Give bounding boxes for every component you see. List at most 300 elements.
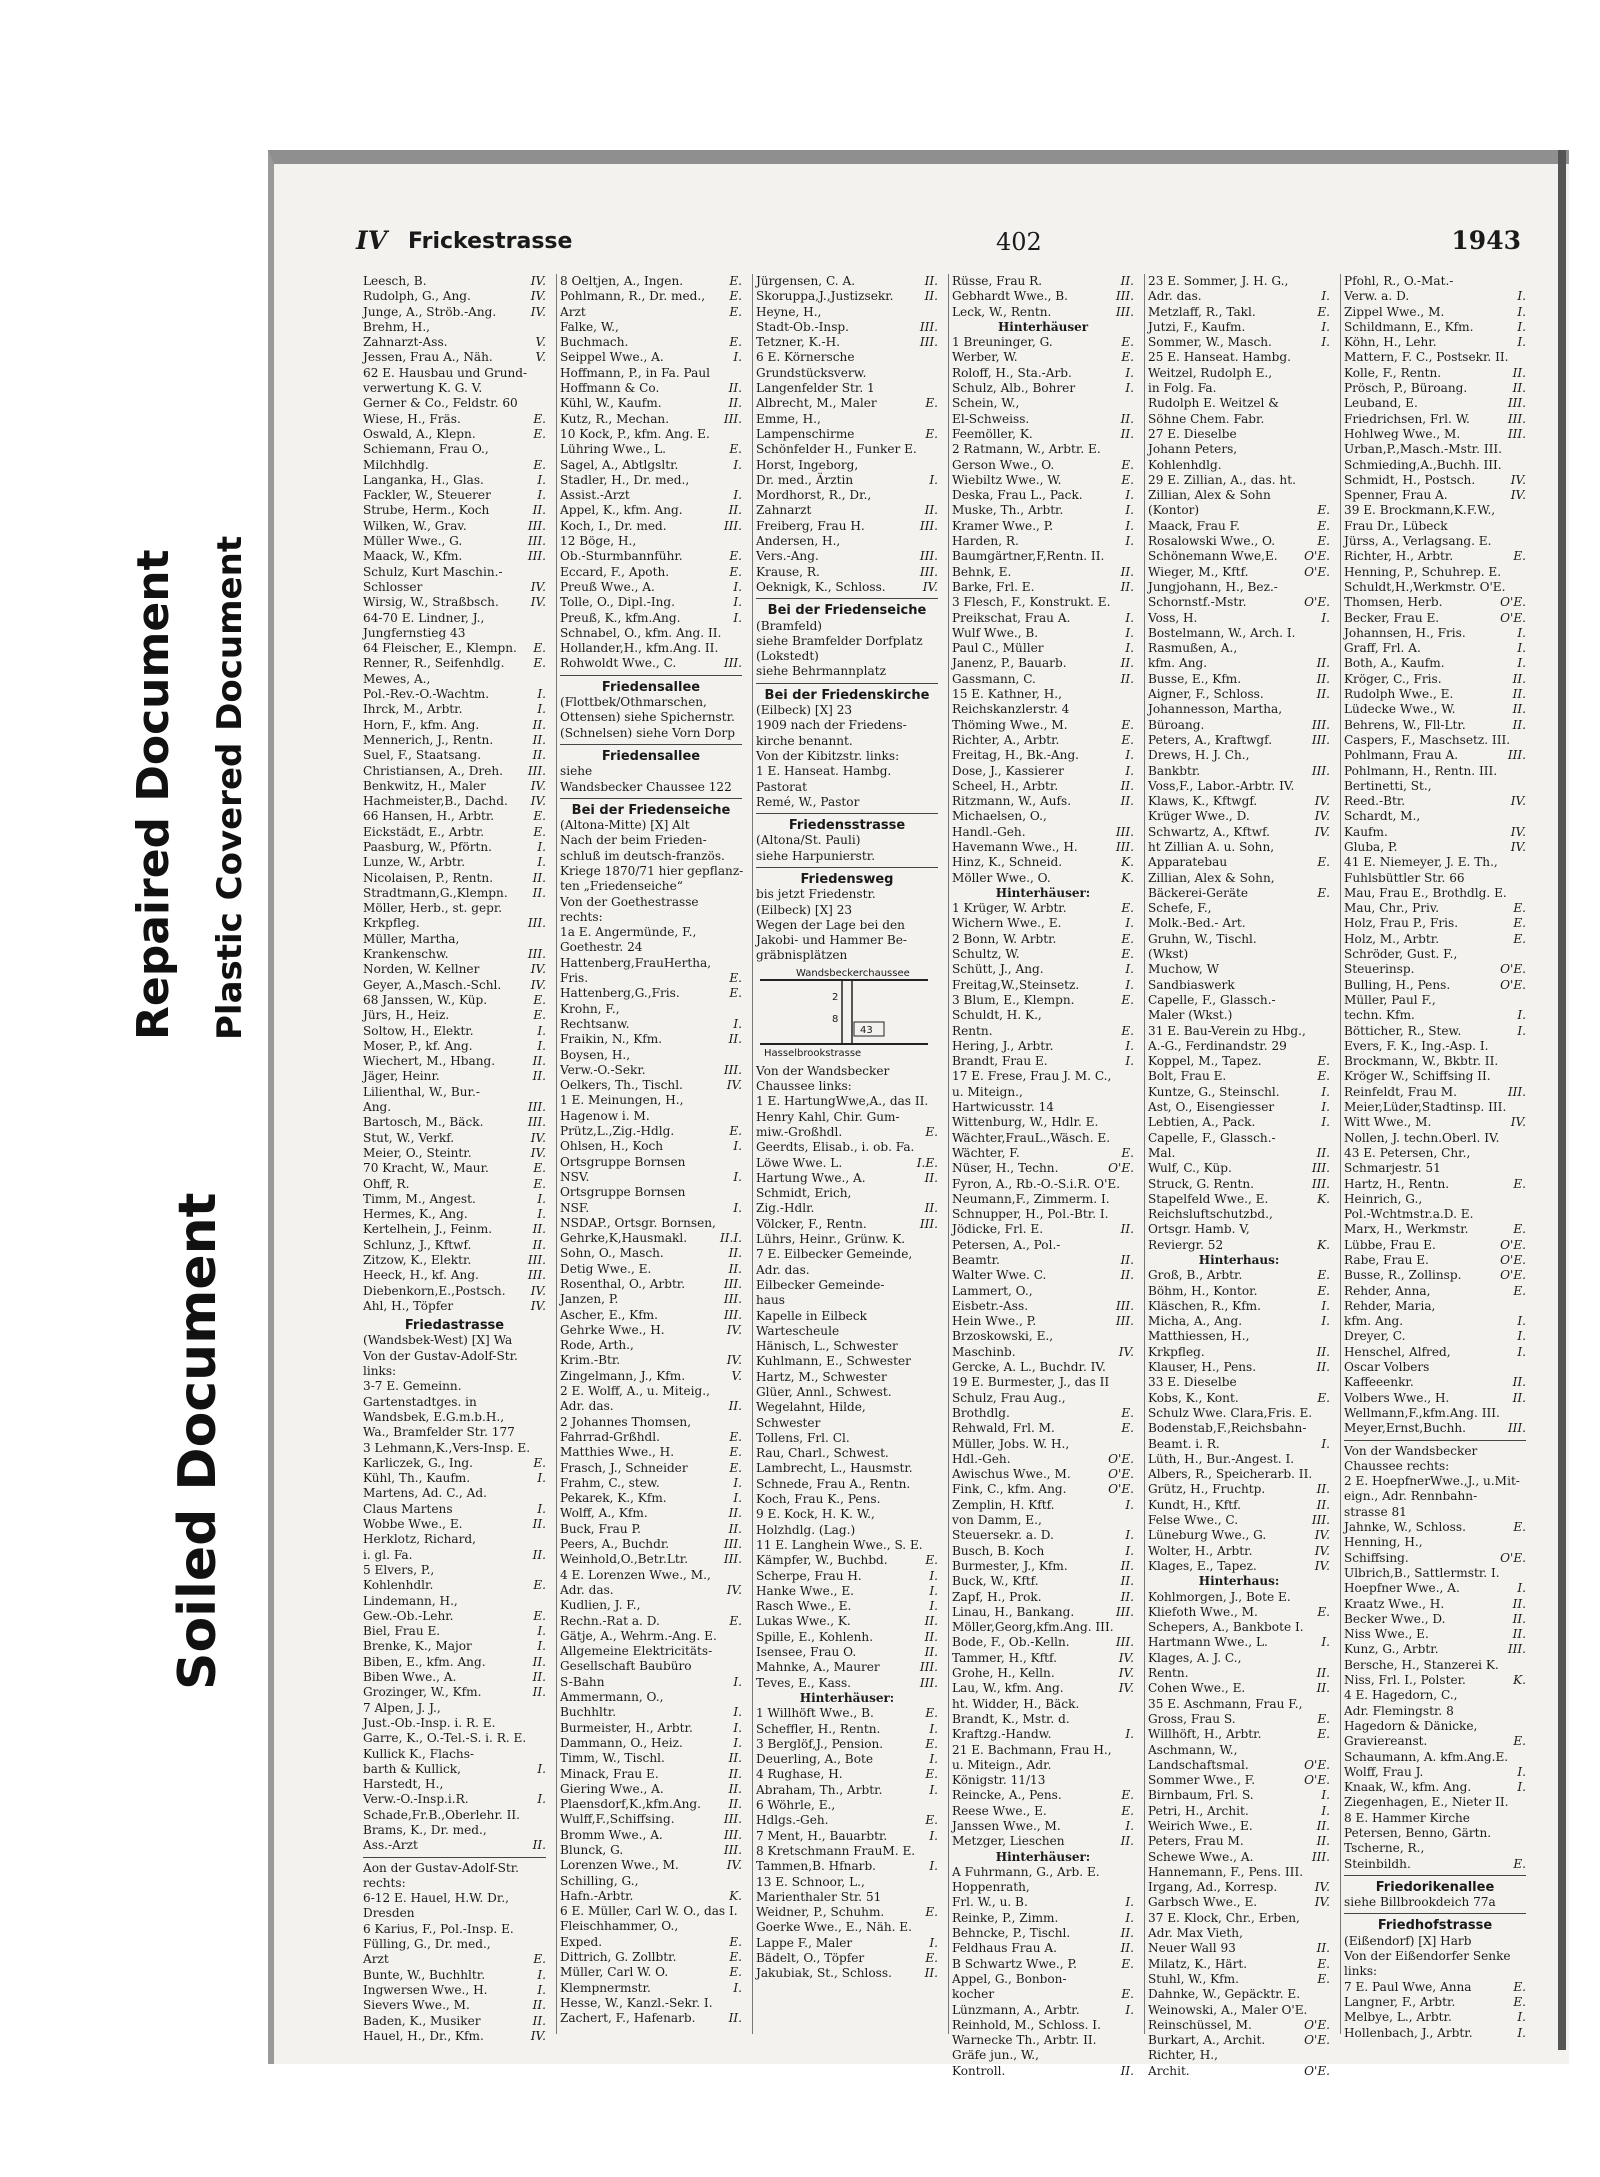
resident-entry: II. Giering Wwe., A. [560,1781,742,1796]
resident-entry: I. Micha, A., Ang. [1148,1314,1330,1329]
resident-entry: 3-7 E. Gemeinn. [363,1379,462,1394]
resident-entry: E. Milatz, K., Härt. [1148,1956,1330,1971]
floor-marker: III. [1507,1084,1526,1099]
floor-marker: E. [1513,1734,1526,1749]
resident-entry: K. Hafn.-Arbtr. [560,1888,742,1903]
resident-entry: II. Baden, K., Musiker [363,2013,546,2028]
floor-marker: II. [1120,671,1134,686]
street-heading: Friedhofstrasse [1377,1918,1493,1934]
resident-entry: Andersen, H., [756,534,841,549]
floor-marker: IV. [1118,1666,1134,1681]
resident-entry: Koch, Frau K., Pens. [756,1492,881,1507]
resident-entry: Goethestr. 24 [560,940,643,955]
resident-entry: I. Kühl, Th., Kaufm. [363,1471,546,1486]
resident-entry: Von der Kibitzstr. links: [756,748,900,763]
sketch-number-label: 8 [832,1013,839,1025]
floor-marker: I. [1125,1054,1134,1069]
floor-marker: I. [1517,1344,1526,1359]
resident-entry: I. Both, A., Kaufm. [1344,656,1526,671]
floor-marker: O'E. [1500,1550,1526,1565]
resident-entry: II. Feemöller, K. [952,426,1134,441]
resident-entry: E. Hdlgs.-Geh. [756,1813,938,1828]
floor-marker: E. [1317,885,1330,900]
resident-entry: E. Werber, W. [952,350,1134,365]
resident-entry: III. Wilken, W., Grav. [363,518,546,533]
resident-entry: E. Gross, Frau S. [1148,1711,1330,1726]
resident-entry: I. Hartmann Wwe., L. [1148,1635,1330,1650]
resident-entry: I. Busch, B. Koch [952,1543,1134,1558]
resident-entry: V. Zahnarzt-Ass. [363,335,546,350]
resident-entry: E. Bäckerei-Geräte [1148,885,1330,900]
resident-entry: I. Hering, J., Arbtr. [952,1038,1134,1053]
resident-entry: Meier,Lüder,Stadtinsp. III. [1344,1100,1507,1115]
resident-entry: Boysen, H., [560,1047,631,1062]
resident-entry: (Wkst) [1148,947,1189,962]
soiled-document-stamp: Soiled Document [168,1192,228,1690]
resident-entry: 11 E. Langhein Wwe., S. E. [756,1537,923,1552]
floor-marker: I. [929,1859,938,1874]
floor-marker: E. [729,1445,742,1460]
resident-entry: (Altona-Mitte) [X] Alt [560,818,690,833]
resident-entry: I. Rasch Wwe., E. [756,1599,938,1614]
resident-entry: I. Graff, Frl. A. [1344,641,1526,656]
floor-marker: I. [537,1761,546,1776]
resident-entry: (Schnelsen) siehe Vorn Dorp [560,725,735,740]
floor-marker: III. [723,1537,742,1552]
resident-entry: siehe Harpunierstr. [756,848,876,863]
resident-entry: I. Klempnermstr. [560,1980,742,1995]
resident-entry: 39 E. Brockmann,K.F.W., [1344,503,1496,518]
resident-entry: E. Rentn. [952,1023,1134,1038]
resident-entry: Kohlenhdlg. [1148,457,1222,472]
resident-entry: I. Schulz, Alb., Bohrer [952,381,1134,396]
resident-entry: I. Löwe Wwe. L. [756,1155,926,1170]
resident-entry: III. Maack, W., Kfm. [363,549,546,564]
resident-entry: E. Ohff, R. [363,1176,546,1191]
floor-marker: I. [537,855,546,870]
floor-marker: E. [1121,335,1134,350]
resident-entry: Appel, G., Bonbon- [952,1971,1067,1986]
floor-marker: IV. [530,1130,546,1145]
floor-marker: IV. [1314,809,1330,824]
resident-entry: III. Hein Wwe., P. [952,1314,1134,1329]
subsection-heading: Hinterhaus: [1198,1253,1280,1267]
resident-entry: I. Schütt, J., Ang. [952,962,1134,977]
resident-entry: Bersche, H., Stanzerei K. [1344,1657,1499,1672]
resident-entry: A Fuhrmann, G., Arb. E. [952,1864,1100,1879]
floor-marker: E. [1121,1987,1134,2002]
resident-entry: Schnede, Frau A., Rentn. [756,1476,911,1491]
resident-entry: Schmarjestr. 51 [1344,1161,1441,1176]
resident-entry: I. Abraham, Th., Arbtr. [756,1782,938,1797]
floor-marker: I. [1321,1436,1330,1451]
floor-marker: I. [733,579,742,594]
floor-marker: E. [533,1176,546,1191]
resident-entry: I. Brenke, K., Major [363,1639,546,1654]
resident-entry: II. Cohen Wwe., E. [1148,1681,1330,1696]
floor-marker: I. [1125,381,1134,396]
resident-entry: Rasmußen, A., [1148,641,1238,656]
resident-entry: IV. Ahl, H., Töpfer [363,1298,546,1313]
resident-entry: Kohlmorgen, J., Bote E. [1148,1589,1291,1604]
resident-entry: IV. Schmidt, H., Postsch. [1344,472,1526,487]
floor-marker: E. [533,656,546,671]
resident-entry: III. Handl.-Geh. [952,824,1134,839]
resident-entry: II. Volbers Wwe., H. [1344,1390,1526,1405]
floor-marker: I. [1125,1528,1134,1543]
resident-entry: II. Metzger, Lieschen [952,1834,1134,1849]
resident-entry: V. Jessen, Frau A., Näh. [363,350,546,365]
resident-entry: I. Scherpe, Frau H. [756,1568,938,1583]
resident-entry: I. Assist.-Arzt [560,488,742,503]
resident-entry: II. Grozinger, W., Kfm. [363,1685,546,1700]
section-divider [756,813,938,814]
floor-marker: I. [733,1139,742,1154]
resident-entry: IV. Stut, W., Verkf. [363,1130,546,1145]
resident-entry: IV. Junge, A., Ströb.-Ang. [363,304,546,319]
resident-entry: I. Ohlsen, H., Koch [560,1139,742,1154]
column-1 [360,274,546,2043]
floor-marker: E. [1121,350,1134,365]
resident-entry: Schefe, F., [1148,901,1212,916]
resident-entry: I. Roloff, H., Sta.-Arb. [952,365,1134,380]
resident-entry: IV. Oeknigk, K., Schloss. [756,579,938,594]
floor-marker: I. [1125,748,1134,763]
resident-entry: II. Behrens, W., Fll-Ltr. [1344,717,1526,732]
resident-entry: Bertinetti, St., [1344,778,1432,793]
resident-entry: Mau, Frau E., Brothdlg. E. [1344,885,1507,900]
resident-entry: II. Stradtmann,G.,Klempn. [363,885,546,900]
floor-marker: I. [929,1782,938,1797]
resident-entry: I. Köhn, H., Lehr. [1344,335,1526,350]
resident-entry: 64-70 E. Lindner, J., [363,610,485,625]
resident-entry: III. Felse Wwe., C. [1148,1513,1330,1528]
floor-marker: I. [1517,1314,1526,1329]
floor-marker: III. [527,534,546,549]
resident-entry: IV. Wirsig, W., Straßbsch. [363,595,546,610]
resident-entry: Gesellschaft Baubüro [560,1659,692,1674]
floor-marker: II. [1512,1375,1526,1390]
floor-marker: I. [1517,641,1526,656]
resident-entry: Pol.-Wchtmstr.a.D. E. [1344,1207,1474,1222]
floor-marker: II. [532,1069,546,1084]
resident-entry: Gercke, A. L., Buchdr. IV. [952,1360,1106,1375]
resident-entry: I. Zippel Wwe., M. [1344,304,1526,319]
floor-marker: III. [919,1216,938,1231]
resident-entry: K. Möller Wwe., O. [952,870,1134,885]
column-6 [1340,274,1526,2040]
floor-marker: IV. [530,1298,546,1313]
floor-marker: II. [719,1231,734,1246]
resident-entry: Warnecke Th., Arbtr. II. [952,2033,1097,2048]
floor-marker: II. [728,1246,742,1261]
resident-entry: Jungjohann, H., Bez.- [1148,579,1278,594]
floor-marker: E. [1317,304,1330,319]
resident-entry: E. Exped. [560,1934,742,1949]
floor-marker: I. [1125,641,1134,656]
resident-entry: II. Minack, Frau E. [560,1766,742,1781]
resident-entry: I. Sommer, W., Masch. [1148,335,1330,350]
resident-entry: O'E. Schiffsing. [1344,1550,1526,1565]
resident-entry: E. 4 Rughase, H. [756,1767,938,1782]
floor-marker: I. [537,1624,546,1639]
resident-entry: I. Jutzi, F., Kaufm. [1148,319,1330,334]
resident-entry: I. Claus Martens [363,1501,546,1516]
floor-marker: E. [1121,732,1134,747]
floor-marker: I. [1125,503,1134,518]
resident-entry: II. Lukas Wwe., K. [756,1614,938,1629]
floor-marker: II. [1120,579,1134,594]
subsection-heading: Hinterhäuser: [799,1690,895,1705]
floor-marker: IV. [1314,1528,1330,1543]
floor-marker: E. [533,411,546,426]
resident-entry: Johannesson, Martha, [1148,702,1283,717]
resident-entry: III. Peters, A., Kraftwgf. [1148,732,1330,747]
resident-entry: Stadler, H., Dr. med., [560,472,690,487]
resident-entry: II. Mennerich, J., Rentn. [363,732,546,747]
resident-entry: E. Maack, Frau F. [1148,518,1330,533]
resident-entry: Aschmann, W., [1148,1742,1238,1757]
floor-marker: IV. [726,1322,742,1337]
floor-marker: E. [729,335,742,350]
resident-entry: Mewes, A., [363,671,431,686]
resident-entry: Hoffmann, P., in Fa. Paul [560,365,711,380]
resident-entry: (Wandsbek-West) [X] Wa [363,1333,513,1348]
resident-entry: IV. Klaws, K., Kftwgf. [1148,794,1330,809]
floor-marker: IV. [1510,824,1526,839]
resident-entry: Müller, Paul F., [1344,992,1436,1007]
floor-marker: I. [929,1721,938,1736]
resident-entry: II. Ass.-Arzt [363,1838,546,1853]
floor-marker: I. [733,1200,742,1215]
resident-entry: E. Weidner, P., Schuhm. [756,1905,938,1920]
floor-marker: E. [1317,1390,1330,1405]
resident-entry: E. Koppel, M., Tapez. [1148,1054,1330,1069]
resident-entry: Hollander,H., kfm.Ang. II. [560,641,719,656]
resident-entry: III. Vers.-Ang. [756,549,938,564]
resident-entry: Reichsluftschutzbd., [1148,1207,1273,1222]
resident-entry: Brehm, H., [363,319,431,334]
resident-entry: II. Fraikin, N., Kfm. [560,1032,742,1047]
resident-entry: II. Wolff, A., Kfm. [560,1506,742,1521]
resident-entry: 19 E. Burmester, J., das II [952,1375,1110,1390]
floor-marker: O'E. [1304,1773,1330,1788]
floor-marker: I. [1125,916,1134,931]
resident-entry: E. 66 Hansen, H., Arbtr. [363,809,546,824]
resident-entry: Tscherne, R., [1344,1841,1425,1856]
resident-entry: Klages, A. J. C., [1148,1650,1242,1665]
floor-marker: K. [1513,1673,1526,1688]
resident-entry: Nach der beim Frieden- [560,833,707,848]
resident-entry: E. (Kontor) [1148,503,1330,518]
floor-marker: I. [1321,1314,1330,1329]
floor-marker: I. [537,1038,546,1053]
floor-marker: E. [925,1124,938,1139]
floor-marker: E. [925,1736,938,1751]
resident-entry: II. Niss Wwe., E. [1344,1627,1526,1642]
resident-entry: rechts: [363,1875,406,1890]
street-title: Frickestrasse [408,229,573,254]
floor-marker: II. [1316,656,1330,671]
resident-entry: Schulz Wwe. Clara,Fris. E. [1148,1405,1313,1420]
floor-marker: V. [535,350,546,365]
floor-marker: E. [1317,518,1330,533]
floor-marker: I. [537,1501,546,1516]
floor-marker: O'E. [1304,549,1330,564]
floor-marker: II. [924,274,938,288]
resident-entry: IV. Krüger Wwe., D. [1148,809,1330,824]
floor-marker: I. [1517,335,1526,350]
floor-marker: II. [1512,717,1526,732]
floor-marker: II. [1120,1834,1134,1849]
resident-entry: Weitzel, Rudolph E., [1148,365,1273,380]
resident-entry: I. Johannsen, H., Fris. [1344,625,1526,640]
resident-entry: O'E. Bulling, H., Pens. [1344,977,1526,992]
resident-entry: E. Stuhl, W., Kfm. [1148,1971,1330,1986]
resident-entry: Schröder, Gust. F., [1344,947,1458,962]
resident-entry: Michaelsen, O., [952,809,1047,824]
resident-entry: Zillian, Alex & Sohn, [1148,870,1275,885]
resident-entry: II. Kertelhein, J., Feinm. [363,1222,546,1237]
resident-entry: IV. Lau, W., kfm. Ang. [952,1681,1134,1696]
floor-marker: II. [1316,1360,1330,1375]
floor-marker: II. [1120,411,1134,426]
resident-entry: IV. Grohe, H., Kelln. [952,1666,1134,1681]
floor-marker: E. [1513,1520,1526,1535]
floor-marker: E. [729,971,742,986]
resident-entry: III. Christiansen, A., Dreh. [363,763,546,778]
resident-entry: Brzoskowski, E., [952,1329,1054,1344]
resident-entry: I. 7 Ment, H., Bauarbtr. [756,1828,938,1843]
floor-marker: I. [1517,625,1526,640]
resident-entry: rechts: [560,909,603,924]
resident-entry: Möller,Georg,kfm.Ang. III. [952,1620,1114,1635]
floor-marker: I. [1125,763,1134,778]
floor-marker: III. [527,1100,546,1115]
resident-entry: Schuldt,H.,Werkmstr. O'E. [1344,579,1506,594]
floor-marker: II. [1316,1834,1330,1849]
resident-entry: 6 Wöhrle, E., [756,1798,836,1813]
resident-entry: II. Klauser, H., Pens. [1148,1360,1330,1375]
floor-marker: IV. [1510,488,1526,503]
floor-marker: I. [929,1935,938,1950]
resident-entry: II. Peters, Frau M. [1148,1834,1330,1849]
directory-page [268,150,1569,2078]
resident-entry: E. Graviereanst. [1344,1734,1526,1749]
floor-marker: III. [1115,1298,1134,1313]
resident-entry: I. Kraftzg.-Handw. [952,1727,1134,1742]
floor-marker: III. [1507,748,1526,763]
floor-marker: III. [1507,396,1526,411]
page-header [356,226,1549,260]
resident-entry: I. Ihrck, M., Arbtr. [363,702,546,717]
resident-entry: Eilbecker Gemeinde- [756,1277,885,1292]
resident-entry: V. Zingelmann, J., Kfm. [560,1368,742,1383]
floor-marker: O'E. [1108,1161,1134,1176]
floor-marker: II. [728,1506,742,1521]
resident-entry: II. Lüdecke Wwe., W. [1344,702,1526,717]
floor-marker: II. [532,1998,546,2013]
resident-entry: I. Frl. W., u. B. [952,1895,1134,1910]
resident-entry: II. Prösch, P., Büroang. [1344,381,1526,396]
resident-entry: II. Suel, F., Staatsang. [363,748,546,763]
floor-marker: E. [1121,992,1134,1007]
floor-marker: I. [1321,335,1330,350]
resident-entry: II. Kontroll. [952,2063,1134,2078]
floor-marker: E. [1513,1176,1526,1191]
floor-marker: E. [729,1965,742,1980]
floor-marker: E. [925,1950,938,1965]
resident-entry: E. 68 Janssen, W., Küp. [363,992,546,1007]
floor-marker: E. [533,1008,546,1023]
resident-entry: IV. Irgang, Ad., Korresp. [1148,1880,1330,1895]
resident-entry: II. Weirich Wwe., E. [1148,1818,1330,1833]
resident-entry: Lambrecht, L., Hausmstr. [756,1461,913,1476]
resident-entry: IV. Kaufm. [1344,824,1526,839]
resident-entry: II. Mal. [1148,1145,1330,1160]
floor-marker: E. [533,1952,546,1967]
resident-entry: I. Freitag, H., Bk.-Ang. [952,748,1134,763]
resident-entry: ht. Widder, H., Bäck. [952,1696,1080,1711]
floor-marker: E. [925,1553,938,1568]
resident-entry: Wellmann,F.,kfm.Ang. III. [1344,1405,1500,1420]
floor-marker: IV. [530,778,546,793]
floor-marker: E. [1121,1145,1134,1160]
resident-entry: Drews, H. J. Ch., [1148,748,1250,763]
resident-entry: Schiemann, Frau O., [363,442,489,457]
resident-entry: 17 E. Frese, Frau J. M. C., [952,1069,1112,1084]
section-divider [560,798,742,799]
floor-marker: O'E. [1500,977,1526,992]
resident-entry: III. Blunck, G. [560,1842,742,1857]
resident-entry: III. Ang. [363,1100,546,1115]
resident-entry: IV. Schwartz, A., Kftwf. [1148,824,1330,839]
resident-entry: Hartwicusstr. 14 [952,1100,1054,1115]
street-heading: Friedensstrasse [788,818,906,834]
resident-entry: (Eilbeck) [X] 23 [756,703,853,718]
resident-entry: Capelle, F., Glassch.- [1148,992,1276,1007]
resident-entry: Hagenow i. M. [560,1108,650,1123]
floor-marker: I. [1125,610,1134,625]
floor-marker: K. [729,1888,742,1903]
floor-marker: I. [1321,1803,1330,1818]
resident-entry: Müller, Jobs. W. H., [952,1436,1070,1451]
resident-entry: Urban,P.,Masch.-Mstr. III. [1344,442,1502,457]
floor-marker: I. [733,1674,742,1689]
resident-entry: E. Kohlenhdlr. [363,1578,546,1593]
floor-marker: I. [733,1169,742,1184]
sketch-top-street-label: Wandsbeckerchaussee [796,967,910,979]
resident-entry: Tollens, Frl. Cl. [756,1430,850,1445]
floor-marker: III. [1507,411,1526,426]
resident-entry: E. Müller, Carl W. O. [560,1965,742,1980]
section-divider [756,867,938,868]
floor-marker: E. [533,426,546,441]
floor-marker: II. [1120,1941,1134,1956]
floor-marker: II. [1512,1627,1526,1642]
resident-entry: 13 E. Schnoor, L., [756,1874,865,1889]
resident-entry: E. Schultz, W. [952,947,1134,962]
resident-entry: I. Zemplin, H. Kftf. [952,1497,1134,1512]
floor-marker: III. [1115,1604,1134,1619]
resident-entry: II. Neuer Wall 93 [1148,1941,1330,1956]
resident-entry: Wandsbecker Chaussee 122 [560,779,732,794]
resident-entry: Ottensen) siehe Spichernstr. [560,710,735,725]
resident-entry: IV. Wolter, H., Arbtr. [1148,1543,1330,1558]
floor-marker: E. [1317,1971,1330,1986]
resident-entry: III. Mahnke, A., Maurer [756,1660,938,1675]
floor-marker: E. [729,986,742,1001]
